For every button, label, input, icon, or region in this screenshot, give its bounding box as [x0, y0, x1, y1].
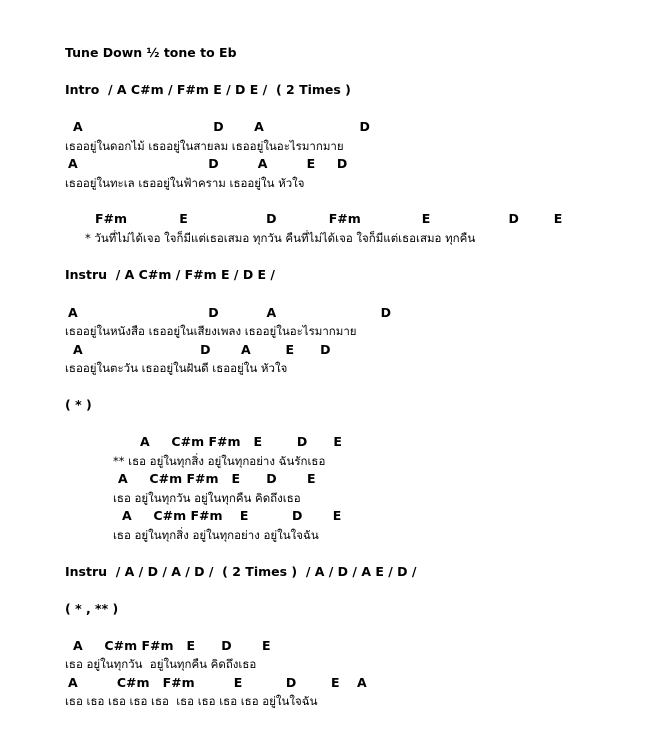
chord-line: A C#m F#m E D E: [118, 471, 316, 486]
lyric-line: ** เธอ อยู่ในทุกสิ่ง อยู่ในทุกอย่าง ฉันรักเธอ: [113, 454, 326, 468]
chord-line: A C#m F#m E D E: [73, 638, 271, 653]
lyric-line: เธอ เธอ เธอ เธอ เธอ เธอ เธอ เธอ เธอ อยู่ในใจฉัน: [65, 694, 318, 708]
intro-line: Intro / A C#m / F#m E / D E / ( 2 Times ): [65, 82, 351, 97]
repeat-marker: ( * , ** ): [65, 601, 119, 616]
chord-line: A C#m F#m E D E A: [68, 675, 367, 690]
chord-line: A D A D: [73, 119, 370, 134]
tuning-note: Tune Down ½ tone to Eb: [65, 45, 237, 60]
chord-line: A C#m F#m E D E: [122, 508, 342, 523]
repeat-marker: ( * ): [65, 397, 92, 412]
instrumental-line: Instru / A C#m / F#m E / D E /: [65, 267, 275, 282]
instrumental-line: Instru / A / D / A / D / ( 2 Times ) / A / D / A E / D /: [65, 564, 417, 579]
chord-line: A D A D: [68, 305, 391, 320]
lyric-line: เธอ อยู่ในทุกวัน อยู่ในทุกคืน คิดถึงเธอ: [65, 657, 257, 671]
chord-line: F#m E D F#m E D E: [95, 211, 563, 226]
lyric-line: เธอ อยู่ในทุกวัน อยู่ในทุกคืน คิดถึงเธอ: [113, 491, 301, 505]
lyric-line: เธออยู่ในหนังสือ เธออยู่ในเสียงเพลง เธออยู่ในอะไรมากมาย: [65, 324, 357, 338]
lyric-line: เธออยู่ในดอกไม้ เธออยู่ในสายลม เธออยู่ในอะไรมากมาย: [65, 139, 344, 153]
chord-line: A D A E D: [73, 342, 331, 357]
chord-line: A C#m F#m E D E: [140, 434, 342, 449]
lyric-line: เธออยู่ในตะวัน เธออยู่ในฝันดี เธออยู่ใน หัวใจ: [65, 361, 288, 375]
lyric-line: เธอ อยู่ในทุกสิ่ง อยู่ในทุกอย่าง อยู่ในใจฉัน: [113, 528, 319, 542]
lyric-line: * วันที่ไม่ได้เจอ ใจก็มีแต่เธอเสมอ ทุกวัน คืนที่ไม่ได้เจอ ใจก็มีแต่เธอเสมอ ทุกคืน: [85, 231, 476, 245]
lyric-line: เธออยู่ในทะเล เธออยู่ในฟ้าคราม เธออยู่ใน หัวใจ: [65, 176, 305, 190]
chord-line: A D A E D: [68, 156, 348, 171]
